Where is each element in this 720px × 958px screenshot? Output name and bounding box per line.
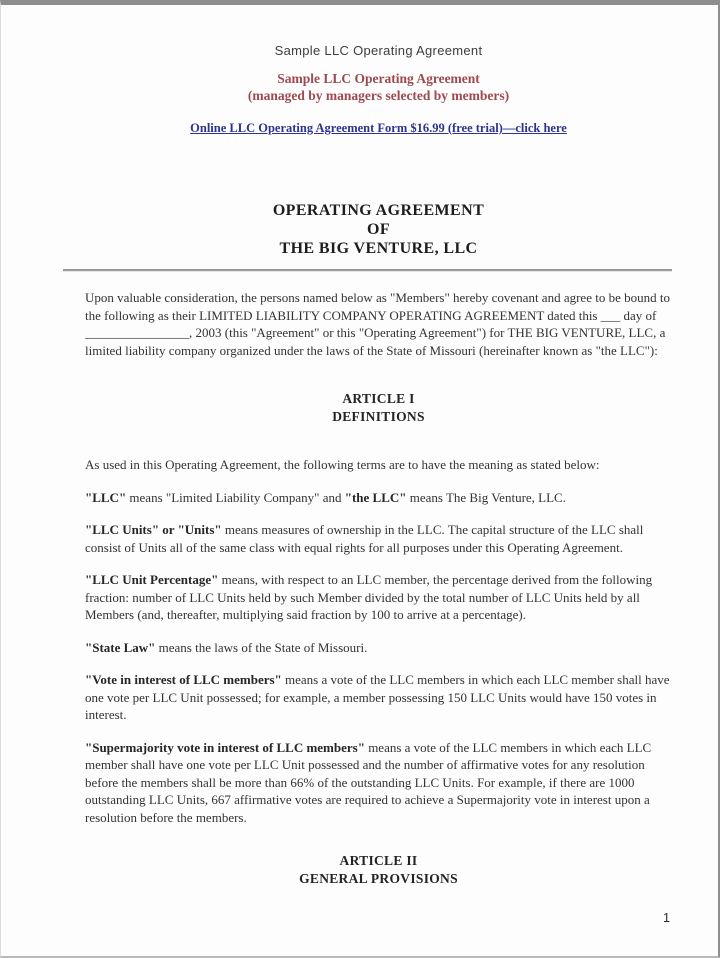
definition-term: "LLC" — [85, 489, 127, 505]
definition-text: means a vote of the LLC members in which each LLC member shall have one vote per LLC Unit possessed and the number of affirmative votes for any resolution before the members shall be more than 66% of the outstanding LLC Units. For example, if there are 1000 outstanding LLC Units, 667 affirmative votes are required to achieve a Supermajority vote in interest upon a resolution before the members. — [85, 739, 652, 825]
definition-paragraph — [85, 571, 672, 624]
page-title: Sample LLC Operating Agreement — [274, 43, 483, 58]
definitions-lead-in: As used in this Operating Agreement, the following terms are to have the meaning as stated below: — [85, 457, 600, 472]
definition-term: "State Law" — [85, 639, 156, 655]
article-2-heading — [85, 852, 672, 887]
subtitle-line-1: Sample LLC Operating Agreement — [277, 71, 480, 86]
agreement-title-line-1: OPERATING AGREEMENT — [272, 202, 485, 219]
definition-paragraph — [85, 671, 672, 724]
order-form-link[interactable]: Online LLC Operating Agreement Form $16.99 (free trial)—click here — [190, 121, 567, 135]
definition-text: means the laws of the State of Missouri. — [155, 639, 368, 655]
definition-term: "LLC Units" or "Units" — [85, 522, 222, 537]
article-2-name: GENERAL PROVISIONS — [299, 870, 458, 886]
definition-text: means, with respect to an LLC member, the percentage derived from the following fraction: number of LLC Units held by such Member divided by the total number of LLC Units held by all Members (and, thereafter, multiplying said fraction by 100 to arrive at a percentage). — [85, 572, 653, 622]
document-header — [85, 43, 672, 137]
definition-paragraph — [85, 639, 672, 657]
definition-paragraph — [85, 489, 672, 507]
definition-paragraph — [85, 739, 672, 827]
document-subtitle — [85, 71, 672, 104]
page-number: 1 — [663, 911, 670, 925]
article-2-number: ARTICLE II — [339, 853, 418, 868]
agreement-title — [85, 201, 672, 258]
definition-term: "LLC Unit Percentage" — [85, 572, 219, 587]
definitions-list — [85, 489, 672, 827]
article-1-heading — [85, 390, 672, 425]
intro-paragraph: Upon valuable consideration, the persons named below as "Members" hereby covenant and agree to be bound to the following as their LIMITED LIABILITY COMPANY OPERATING AGREEMENT dated this ___ day of ________________, 2003 (this "Agreement" or this "Operating Agreement") for THE BIG VENTURE, LLC, a limited liability company organized under the laws of the State of Missouri (hereinafter known as "the LLC"): — [85, 290, 670, 358]
definition-term: "Vote in interest of LLC members" — [85, 672, 282, 687]
agreement-title-line-2: OF — [366, 221, 391, 238]
definition-text: means a vote of the LLC members in which each LLC member shall have one vote per LLC Unit possessed; for example, a member possessing 150 LLC Units would have 150 votes in interest. — [85, 672, 670, 722]
link-line — [85, 119, 672, 137]
document-body — [1, 289, 718, 925]
definition-text: means "Limited Liability Company" and — [126, 489, 345, 505]
definition-term: "the LLC" — [344, 489, 407, 505]
definition-paragraph — [85, 521, 672, 556]
article-1-name: DEFINITIONS — [332, 408, 425, 424]
agreement-title-line-3: THE BIG VENTURE, LLC — [279, 240, 478, 257]
document-content — [1, 43, 718, 258]
definition-term: "Supermajority vote in interest of LLC members" — [85, 739, 365, 755]
definition-text: means The Big Venture, LLC. — [406, 489, 566, 505]
subtitle-line-2: (managed by managers selected by members) — [247, 87, 510, 103]
article-1-number: ARTICLE I — [342, 391, 415, 406]
horizontal-divider — [63, 269, 672, 272]
definition-text: means measures of ownership in the LLC. The capital structure of the LLC shall consist of Units all of the same class with equal rights for all purposes under this Operating Agreement. — [85, 522, 644, 555]
